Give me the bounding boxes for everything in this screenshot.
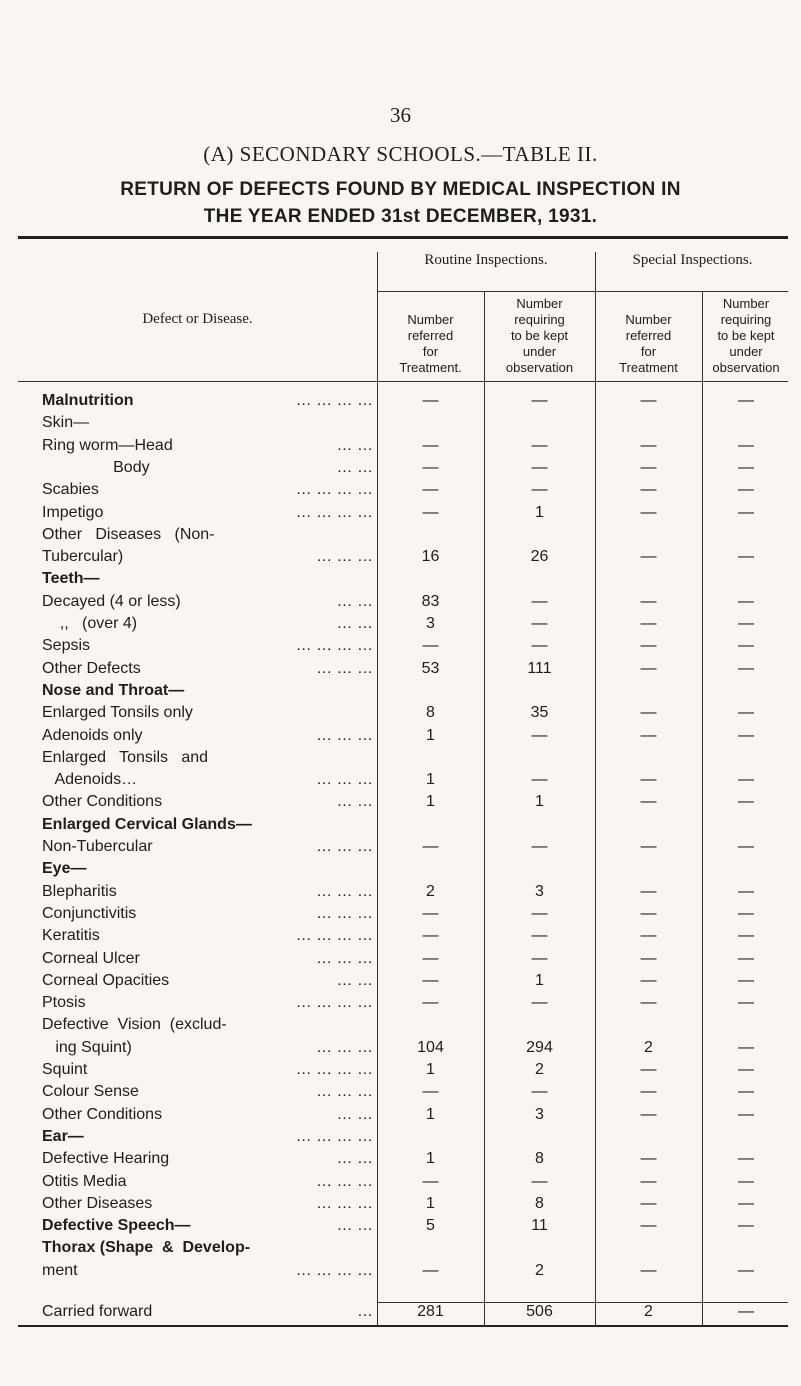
row-value-c2: —	[531, 1173, 548, 1190]
row-label: Ptosis	[42, 994, 86, 1011]
row-label: Adenoids…	[42, 771, 138, 788]
row-value-c3: —	[640, 994, 657, 1011]
row-value-c2: —	[531, 437, 548, 454]
header-routine-observation	[484, 296, 595, 376]
row-label: Nose and Throat—	[42, 682, 185, 699]
row-leader-dots: … …	[336, 1150, 373, 1167]
row-value-c4: —	[738, 593, 754, 610]
row-value-c4: —	[738, 1173, 754, 1190]
header-routine-referred	[377, 312, 484, 376]
row-leader-dots: … … …	[316, 838, 373, 855]
row-value-c2: —	[531, 459, 548, 476]
row-value-c4: —	[738, 637, 754, 654]
row-value-c2: —	[531, 771, 548, 788]
row-label: Blepharitis	[42, 883, 117, 900]
page-number: 36	[390, 103, 411, 127]
row-value-c4: —	[738, 1061, 754, 1078]
row-label: ment	[42, 1262, 78, 1279]
row-leader-dots: … … … …	[295, 1262, 373, 1279]
row-value-c1: 5	[426, 1217, 435, 1234]
row-value-c2: —	[531, 950, 548, 967]
row-value-c1: —	[422, 504, 439, 521]
row-value-c1: —	[422, 950, 439, 967]
row-value-c3: —	[640, 905, 657, 922]
row-value-c4: —	[738, 504, 754, 521]
header-special-group: Special Inspections.	[632, 252, 753, 268]
row-value-c1: 1	[426, 727, 435, 744]
header-underline	[18, 381, 788, 382]
row-value-c3: —	[640, 437, 657, 454]
row-value-c4: —	[738, 727, 754, 744]
row-leader-dots: … … …	[316, 548, 373, 565]
row-value-c4: —	[738, 883, 754, 900]
row-value-c4: —	[738, 437, 754, 454]
row-leader-dots: … … …	[316, 883, 373, 900]
row-label: Decayed (4 or less)	[42, 593, 181, 610]
row-label: Other Conditions	[42, 1106, 163, 1123]
row-value-c2: —	[531, 927, 548, 944]
row-label: Defective Hearing	[42, 1150, 170, 1167]
row-value-c1: —	[422, 994, 439, 1011]
total-value-c2: 506	[526, 1303, 553, 1320]
row-value-c1: 83	[421, 593, 440, 610]
row-value-c3: 2	[644, 1039, 653, 1056]
row-value-c2: 294	[526, 1039, 553, 1056]
row-value-c1: 16	[421, 548, 440, 565]
row-value-c1: 1	[426, 1195, 435, 1212]
header-line: Number	[722, 296, 770, 311]
row-leader-dots: … … … …	[295, 637, 373, 654]
row-label: Scabies	[42, 481, 99, 498]
table-subtitle: (A) SECONDARY SCHOOLS.—TABLE II.	[203, 142, 598, 166]
row-value-c4: —	[738, 905, 754, 922]
header-line: to be kept	[510, 328, 569, 343]
header-routine-group: Routine Inspections.	[424, 252, 548, 268]
row-label: Body	[42, 459, 150, 476]
row-leader-dots: … …	[336, 972, 373, 989]
header-line: to be kept	[717, 328, 775, 343]
row-label: Non-Tubercular	[42, 838, 153, 855]
row-value-c1: —	[422, 927, 439, 944]
row-label: Enlarged Cervical Glands—	[42, 816, 252, 833]
header-line: observation	[505, 360, 574, 375]
row-value-c2: 2	[535, 1061, 544, 1078]
row-value-c2: —	[531, 838, 548, 855]
row-value-c2: 1	[535, 504, 544, 521]
row-label: Eye—	[42, 860, 87, 877]
total-value-c1: 281	[417, 1303, 444, 1320]
row-value-c3: —	[640, 1217, 657, 1234]
row-value-c3: —	[640, 481, 657, 498]
header-line: under	[522, 344, 557, 359]
row-value-c4: —	[738, 704, 754, 721]
header-defect-label: Defect or Disease.	[142, 311, 253, 327]
row-label: Enlarged Tonsils and	[42, 749, 209, 766]
row-value-c2: —	[531, 994, 548, 1011]
row-value-c3: —	[640, 392, 657, 409]
header-line: Treatment	[619, 360, 678, 375]
row-value-c1: 104	[417, 1039, 444, 1056]
row-value-c2: 35	[530, 704, 549, 721]
row-value-c1: —	[422, 905, 439, 922]
row-value-c2: 26	[530, 548, 549, 565]
row-label: Sepsis	[42, 637, 91, 654]
header-line: observation	[712, 360, 780, 375]
row-value-c1: 1	[426, 1150, 435, 1167]
row-value-c2: 1	[535, 793, 544, 810]
row-value-c4: —	[738, 615, 754, 632]
table-bottom-rule	[18, 1325, 788, 1327]
row-label: Colour Sense	[42, 1083, 139, 1100]
row-value-c2: 2	[535, 1262, 544, 1279]
row-value-c4: —	[738, 950, 754, 967]
table-title-line-1: RETURN OF DEFECTS FOUND BY MEDICAL INSPECTION IN	[120, 179, 681, 200]
row-value-c4: —	[738, 392, 754, 409]
row-value-c1: —	[422, 1262, 439, 1279]
row-value-c1: 1	[426, 793, 435, 810]
row-value-c2: 3	[535, 1106, 544, 1123]
row-value-c4: —	[738, 771, 754, 788]
row-value-c4: —	[738, 1106, 754, 1123]
row-leader-dots: … … … …	[295, 994, 373, 1011]
row-value-c4: —	[738, 660, 754, 677]
header-line: requiring	[514, 312, 565, 327]
row-value-c3: —	[640, 504, 657, 521]
row-value-c2: 1	[535, 972, 544, 989]
total-leader-dots: …	[357, 1303, 373, 1320]
row-value-c2: —	[531, 637, 548, 654]
row-value-c3: —	[640, 459, 657, 476]
row-value-c3: —	[640, 927, 657, 944]
row-value-c1: 53	[421, 660, 440, 677]
row-label: Skin—	[42, 414, 90, 431]
header-line: under	[729, 344, 763, 359]
row-label: Ear—	[42, 1128, 84, 1145]
total-label: Carried forward	[42, 1303, 153, 1320]
row-value-c4: —	[738, 1262, 754, 1279]
row-value-c3: —	[640, 637, 657, 654]
row-value-c2: —	[531, 593, 548, 610]
row-leader-dots: … … …	[316, 727, 373, 744]
row-value-c2: 8	[535, 1195, 544, 1212]
row-value-c3: —	[640, 793, 657, 810]
header-line: referred	[625, 328, 672, 343]
row-label: Thorax (Shape & Develop-	[42, 1239, 251, 1256]
row-leader-dots: … …	[336, 1217, 373, 1234]
row-label: Corneal Opacities	[42, 972, 170, 989]
row-value-c1: —	[422, 459, 439, 476]
header-line: Treatment.	[399, 360, 462, 375]
row-value-c1: 2	[426, 883, 435, 900]
row-label: Teeth—	[42, 570, 100, 587]
row-value-c3: —	[640, 1173, 657, 1190]
row-label: Impetigo	[42, 504, 104, 521]
row-value-c3: —	[640, 1262, 657, 1279]
row-value-c4: —	[738, 793, 754, 810]
row-value-c4: —	[738, 927, 754, 944]
row-leader-dots: … … …	[316, 771, 373, 788]
row-leader-dots: … …	[336, 1106, 373, 1123]
total-value-c3: 2	[644, 1303, 653, 1320]
row-value-c1: 1	[426, 1061, 435, 1078]
row-value-c3: —	[640, 548, 657, 565]
row-value-c3: —	[640, 771, 657, 788]
row-leader-dots: … …	[336, 459, 373, 476]
row-label: Ring worm—Head	[42, 437, 173, 454]
row-value-c1: —	[422, 392, 439, 409]
table-row	[0, 1262, 801, 1288]
row-leader-dots: … … … …	[295, 481, 373, 498]
row-leader-dots: … …	[336, 437, 373, 454]
row-value-c2: —	[531, 1083, 548, 1100]
row-value-c2: —	[531, 727, 548, 744]
row-label: Defective Speech—	[42, 1217, 191, 1234]
row-value-c3: —	[640, 660, 657, 677]
row-label: Malnutrition	[42, 392, 134, 409]
row-value-c4: —	[738, 1150, 754, 1167]
header-line: Number	[625, 312, 672, 327]
row-value-c3: —	[640, 727, 657, 744]
row-label: Squint	[42, 1061, 88, 1078]
row-leader-dots: … … …	[316, 1195, 373, 1212]
row-value-c2: —	[531, 905, 548, 922]
row-leader-dots: … … …	[316, 905, 373, 922]
header-special-referred	[595, 312, 702, 376]
row-value-c3: —	[640, 1195, 657, 1212]
row-value-c3: —	[640, 883, 657, 900]
row-value-c4: —	[738, 1217, 754, 1234]
row-leader-dots: … … …	[316, 660, 373, 677]
row-value-c4: —	[738, 459, 754, 476]
row-value-c1: 8	[426, 704, 435, 721]
row-leader-dots: … … …	[316, 1083, 373, 1100]
row-label: Corneal Ulcer	[42, 950, 140, 967]
header-line: for	[640, 344, 657, 359]
row-value-c1: —	[422, 481, 439, 498]
row-value-c2: —	[531, 392, 548, 409]
row-value-c1: —	[422, 1173, 439, 1190]
row-value-c4: —	[738, 972, 754, 989]
row-leader-dots: … …	[336, 593, 373, 610]
row-value-c1: —	[422, 838, 439, 855]
row-value-c3: —	[640, 838, 657, 855]
row-value-c2: 8	[535, 1150, 544, 1167]
row-value-c2: 11	[531, 1217, 548, 1234]
row-value-c4: —	[738, 548, 754, 565]
header-line: requiring	[720, 312, 772, 327]
row-value-c3: —	[640, 1061, 657, 1078]
row-leader-dots: … … …	[316, 1039, 373, 1056]
row-leader-dots: … …	[336, 793, 373, 810]
row-label: Tubercular)	[42, 548, 124, 565]
row-value-c3: —	[640, 972, 657, 989]
row-value-c3: —	[640, 615, 657, 632]
row-value-c3: —	[640, 593, 657, 610]
header-line: Number	[407, 312, 454, 327]
row-value-c1: 3	[426, 615, 435, 632]
row-label: ,, (over 4)	[42, 615, 138, 632]
row-value-c1: —	[422, 1083, 439, 1100]
row-label: Enlarged Tonsils only	[42, 704, 193, 721]
row-label: Other Diseases (Non-	[42, 526, 215, 543]
row-value-c3: —	[640, 1083, 657, 1100]
row-leader-dots: … … … …	[295, 1128, 373, 1145]
row-label: Other Defects	[42, 660, 141, 677]
row-label: Other Diseases	[42, 1195, 153, 1212]
row-label: ing Squint)	[42, 1039, 132, 1056]
row-value-c4: —	[738, 1039, 754, 1056]
row-leader-dots: … … … …	[295, 927, 373, 944]
row-value-c2: —	[531, 481, 548, 498]
header-line: Number	[516, 296, 563, 311]
row-value-c3: —	[640, 704, 657, 721]
group-underline	[377, 291, 788, 292]
row-value-c2: 3	[535, 883, 544, 900]
row-value-c1: —	[422, 437, 439, 454]
row-label: Conjunctivitis	[42, 905, 137, 922]
row-leader-dots: … …	[336, 615, 373, 632]
row-value-c4: —	[738, 1083, 754, 1100]
row-value-c4: —	[738, 838, 754, 855]
row-leader-dots: … … … …	[295, 392, 373, 409]
row-label: Keratitis	[42, 927, 100, 944]
row-value-c3: —	[640, 1106, 657, 1123]
row-label: Adenoids only	[42, 727, 143, 744]
row-label: Defective Vision (exclud-	[42, 1016, 227, 1033]
row-value-c1: —	[422, 637, 439, 654]
table-title-line-2: THE YEAR ENDED 31st DECEMBER, 1931.	[203, 206, 598, 227]
row-value-c4: —	[738, 1195, 754, 1212]
row-value-c1: —	[422, 972, 439, 989]
row-leader-dots: … … … …	[295, 504, 373, 521]
row-value-c1: 1	[426, 771, 435, 788]
row-value-c4: —	[738, 481, 754, 498]
row-value-c2: —	[531, 615, 548, 632]
header-line: referred	[407, 328, 454, 343]
row-value-c2: 111	[527, 660, 552, 677]
total-value-c4: —	[738, 1303, 754, 1320]
row-value-c1: 1	[426, 1106, 435, 1123]
header-line: for	[422, 344, 439, 359]
row-value-c3: —	[640, 1150, 657, 1167]
row-label: Otitis Media	[42, 1173, 127, 1190]
row-label: Other Conditions	[42, 793, 163, 810]
row-leader-dots: … … …	[316, 1173, 373, 1190]
row-leader-dots: … … … …	[295, 1061, 373, 1078]
header-special-observation	[702, 296, 790, 376]
row-value-c4: —	[738, 994, 754, 1011]
row-leader-dots: … … …	[316, 950, 373, 967]
row-value-c3: —	[640, 950, 657, 967]
table-top-rule	[18, 236, 788, 239]
